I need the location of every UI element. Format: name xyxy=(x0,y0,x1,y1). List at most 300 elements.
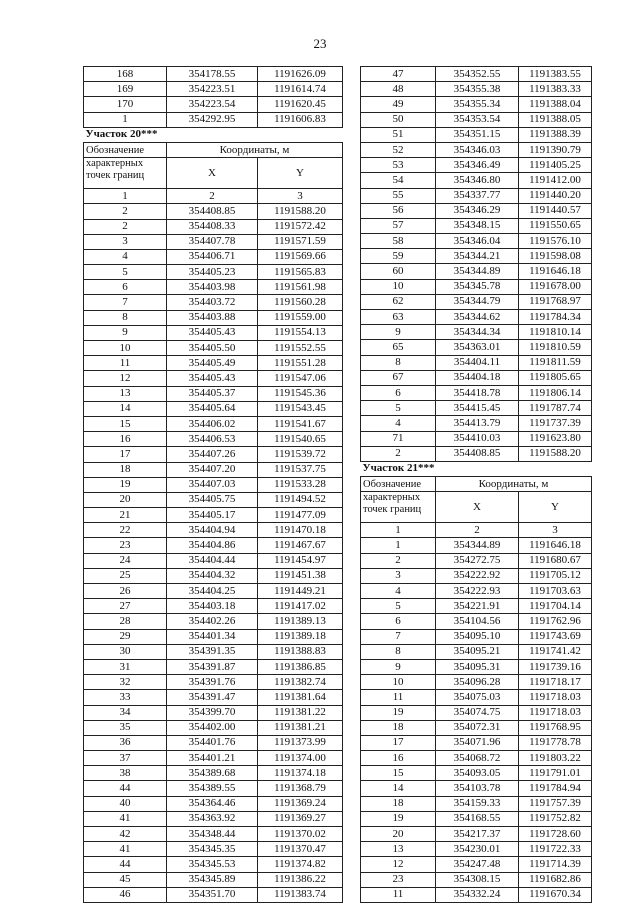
table-row xyxy=(361,842,592,857)
point-id-cell: 67 xyxy=(361,370,436,385)
table-row xyxy=(84,265,343,280)
x-coord-cell: 354223.54 xyxy=(167,97,258,112)
x-coord-cell: 354404.94 xyxy=(167,523,258,538)
table-row xyxy=(84,371,343,386)
table-row xyxy=(84,781,343,796)
point-id-cell: 8 xyxy=(84,310,167,325)
point-id-cell: 23 xyxy=(84,538,167,553)
table-row xyxy=(84,401,343,416)
point-id-cell: 3 xyxy=(84,234,167,249)
left-top-rows xyxy=(84,67,343,128)
table-row xyxy=(361,370,592,385)
point-id-cell: 38 xyxy=(84,766,167,781)
point-id-cell: 60 xyxy=(361,264,436,279)
point-id-cell: 22 xyxy=(84,523,167,538)
x-coord-cell: 354346.04 xyxy=(436,234,519,249)
x-coord-cell: 354408.85 xyxy=(436,446,519,461)
point-id-cell: 4 xyxy=(361,584,436,599)
x-coord-cell: 354308.15 xyxy=(436,872,519,887)
table-row xyxy=(361,142,592,157)
table-row xyxy=(361,446,592,461)
y-coord-cell: 1191565.83 xyxy=(258,265,343,280)
x-coord-cell: 354407.26 xyxy=(167,447,258,462)
table-row xyxy=(84,523,343,538)
x-coord-cell: 354345.78 xyxy=(436,279,519,294)
x-coord-cell: 354348.44 xyxy=(167,827,258,842)
point-id-cell: 15 xyxy=(361,766,436,781)
point-id-cell: 37 xyxy=(84,751,167,766)
table-row xyxy=(84,204,343,219)
y-coord-cell: 1191678.00 xyxy=(519,279,592,294)
table-row xyxy=(361,796,592,811)
point-id-cell: 21 xyxy=(84,508,167,523)
y-coord-cell: 1191739.16 xyxy=(519,659,592,674)
y-coord-cell: 1191554.13 xyxy=(258,325,343,340)
y-coord-cell: 1191388.83 xyxy=(258,644,343,659)
point-id-cell: 32 xyxy=(84,675,167,690)
table-row xyxy=(361,67,592,82)
point-id-cell: 18 xyxy=(361,796,436,811)
y-coord-cell: 1191670.34 xyxy=(519,887,592,902)
point-id-cell: 6 xyxy=(84,280,167,295)
x-coord-cell: 354413.79 xyxy=(436,416,519,431)
y-coord-cell: 1191370.47 xyxy=(258,842,343,857)
table-row xyxy=(84,462,343,477)
table-row xyxy=(361,310,592,325)
y-coord-cell: 1191743.69 xyxy=(519,629,592,644)
point-id-cell: 52 xyxy=(361,142,436,157)
x-coord-cell: 354159.33 xyxy=(436,796,519,811)
table-row xyxy=(361,127,592,142)
table-row xyxy=(361,644,592,659)
table-row xyxy=(84,82,343,97)
y-coord-cell: 1191569.66 xyxy=(258,249,343,264)
x-coord-cell: 354178.55 xyxy=(167,67,258,82)
x-coord-cell: 354406.71 xyxy=(167,249,258,264)
table-row xyxy=(84,234,343,249)
section-title: Участок 21*** xyxy=(361,461,592,476)
x-coord-cell: 354072.31 xyxy=(436,720,519,735)
point-id-cell: 2 xyxy=(84,219,167,234)
table-row xyxy=(361,857,592,872)
point-id-cell: 11 xyxy=(361,887,436,902)
table-row xyxy=(84,720,343,735)
point-id-cell: 63 xyxy=(361,310,436,325)
point-id-cell: 5 xyxy=(361,599,436,614)
x-coord-cell: 354344.89 xyxy=(436,538,519,553)
y-coord-cell: 1191561.98 xyxy=(258,280,343,295)
y-coord-cell: 1191537.75 xyxy=(258,462,343,477)
col-number: 1 xyxy=(361,523,436,538)
x-coord-cell: 354353.54 xyxy=(436,112,519,127)
y-coord-cell: 1191539.72 xyxy=(258,447,343,462)
table-row xyxy=(361,431,592,446)
x-coord-cell: 354407.20 xyxy=(167,462,258,477)
table-row xyxy=(84,857,343,872)
point-id-cell: 25 xyxy=(84,568,167,583)
col-number: 2 xyxy=(436,523,519,538)
point-id-cell: 20 xyxy=(84,492,167,507)
point-id-cell: 8 xyxy=(361,644,436,659)
x-coord-cell: 354346.80 xyxy=(436,173,519,188)
y-coord-cell: 1191757.39 xyxy=(519,796,592,811)
x-coord-cell: 354403.18 xyxy=(167,599,258,614)
point-id-cell: 9 xyxy=(84,325,167,340)
section-21-rows xyxy=(361,538,592,903)
y-coord-cell: 1191810.14 xyxy=(519,325,592,340)
x-coord-cell: 354404.86 xyxy=(167,538,258,553)
point-id-cell: 46 xyxy=(84,887,167,902)
x-coord-cell: 354095.31 xyxy=(436,659,519,674)
x-coord-cell: 354405.43 xyxy=(167,325,258,340)
x-coord-cell: 354352.55 xyxy=(436,67,519,82)
x-coord-cell: 354103.78 xyxy=(436,781,519,796)
table-row xyxy=(361,568,592,583)
point-id-cell: 44 xyxy=(84,781,167,796)
x-coord-cell: 354389.68 xyxy=(167,766,258,781)
x-coord-cell: 354410.03 xyxy=(436,431,519,446)
x-coord-cell: 354344.21 xyxy=(436,249,519,264)
header-row xyxy=(84,142,343,157)
y-coord-cell: 1191417.02 xyxy=(258,599,343,614)
section-title-row xyxy=(84,127,343,142)
y-coord-cell: 1191550.65 xyxy=(519,218,592,233)
header-label: Обозначение xyxy=(84,142,167,157)
point-id-cell: 5 xyxy=(361,401,436,416)
table-row xyxy=(84,690,343,705)
point-id-cell: 6 xyxy=(361,385,436,400)
header-label-cont: характерных точек границ xyxy=(84,158,167,189)
x-coord-cell: 354405.49 xyxy=(167,356,258,371)
table-row xyxy=(84,477,343,492)
y-coord-cell: 1191614.74 xyxy=(258,82,343,97)
y-coord-cell: 1191705.12 xyxy=(519,568,592,583)
y-coord-cell: 1191547.06 xyxy=(258,371,343,386)
table-row xyxy=(361,614,592,629)
y-coord-cell: 1191383.74 xyxy=(258,887,343,902)
point-id-cell: 41 xyxy=(84,842,167,857)
y-coord-cell: 1191494.52 xyxy=(258,492,343,507)
y-coord-cell: 1191787.74 xyxy=(519,401,592,416)
table-row xyxy=(361,751,592,766)
header-x: X xyxy=(436,492,519,523)
x-coord-cell: 354405.17 xyxy=(167,508,258,523)
y-coord-cell: 1191784.34 xyxy=(519,310,592,325)
table-row xyxy=(84,614,343,629)
y-coord-cell: 1191778.78 xyxy=(519,735,592,750)
x-coord-cell: 354406.53 xyxy=(167,432,258,447)
table-row xyxy=(361,766,592,781)
point-id-cell: 48 xyxy=(361,82,436,97)
x-coord-cell: 354391.35 xyxy=(167,644,258,659)
point-id-cell: 40 xyxy=(84,796,167,811)
table-row xyxy=(84,219,343,234)
table-row xyxy=(361,279,592,294)
table-row xyxy=(361,203,592,218)
point-id-cell: 59 xyxy=(361,249,436,264)
table-row xyxy=(84,356,343,371)
x-coord-cell: 354071.96 xyxy=(436,735,519,750)
table-row xyxy=(84,751,343,766)
section-20-header xyxy=(84,127,343,204)
table-row xyxy=(361,811,592,826)
point-id-cell: 28 xyxy=(84,614,167,629)
header-row-xy xyxy=(361,492,592,523)
table-row xyxy=(361,82,592,97)
x-coord-cell: 354344.34 xyxy=(436,325,519,340)
point-id-cell: 50 xyxy=(361,112,436,127)
y-coord-cell: 1191718.03 xyxy=(519,690,592,705)
y-coord-cell: 1191440.57 xyxy=(519,203,592,218)
col-number: 2 xyxy=(167,189,258,204)
x-coord-cell: 354337.77 xyxy=(436,188,519,203)
col-number: 1 xyxy=(84,189,167,204)
y-coord-cell: 1191369.27 xyxy=(258,811,343,826)
table-row xyxy=(361,325,592,340)
table-row xyxy=(361,416,592,431)
x-coord-cell: 354401.76 xyxy=(167,735,258,750)
point-id-cell: 11 xyxy=(84,356,167,371)
table-row xyxy=(361,705,592,720)
x-coord-cell: 354404.11 xyxy=(436,355,519,370)
table-row xyxy=(84,599,343,614)
point-id-cell: 14 xyxy=(361,781,436,796)
table-row xyxy=(361,355,592,370)
table-row xyxy=(84,887,343,902)
point-id-cell: 168 xyxy=(84,67,167,82)
y-coord-cell: 1191386.22 xyxy=(258,872,343,887)
x-coord-cell: 354415.45 xyxy=(436,401,519,416)
x-coord-cell: 354404.18 xyxy=(436,370,519,385)
y-coord-cell: 1191576.10 xyxy=(519,234,592,249)
y-coord-cell: 1191810.59 xyxy=(519,340,592,355)
table-row xyxy=(84,659,343,674)
x-coord-cell: 354405.37 xyxy=(167,386,258,401)
point-id-cell: 2 xyxy=(84,204,167,219)
x-coord-cell: 354068.72 xyxy=(436,751,519,766)
y-coord-cell: 1191374.00 xyxy=(258,751,343,766)
col-number: 3 xyxy=(519,523,592,538)
x-coord-cell: 354406.02 xyxy=(167,416,258,431)
header-coords: Координаты, м xyxy=(436,477,592,492)
table-row xyxy=(361,218,592,233)
y-coord-cell: 1191704.14 xyxy=(519,599,592,614)
point-id-cell: 8 xyxy=(361,355,436,370)
x-coord-cell: 354292.95 xyxy=(167,112,258,127)
table-row xyxy=(361,112,592,127)
x-coord-cell: 354345.35 xyxy=(167,842,258,857)
y-coord-cell: 1191805.65 xyxy=(519,370,592,385)
x-coord-cell: 354363.92 xyxy=(167,811,258,826)
x-coord-cell: 354217.37 xyxy=(436,827,519,842)
x-coord-cell: 354221.91 xyxy=(436,599,519,614)
point-id-cell: 58 xyxy=(361,234,436,249)
point-id-cell: 7 xyxy=(84,295,167,310)
y-coord-cell: 1191588.20 xyxy=(519,446,592,461)
table-row xyxy=(361,887,592,902)
point-id-cell: 12 xyxy=(361,857,436,872)
table-row xyxy=(361,872,592,887)
x-coord-cell: 354364.46 xyxy=(167,796,258,811)
y-coord-cell: 1191811.59 xyxy=(519,355,592,370)
point-id-cell: 16 xyxy=(84,432,167,447)
point-id-cell: 53 xyxy=(361,158,436,173)
table-row xyxy=(361,553,592,568)
point-id-cell: 31 xyxy=(84,659,167,674)
y-coord-cell: 1191533.28 xyxy=(258,477,343,492)
right-top-rows xyxy=(361,67,592,462)
x-coord-cell: 354345.89 xyxy=(167,872,258,887)
column-number-row xyxy=(361,523,592,538)
x-coord-cell: 354403.98 xyxy=(167,280,258,295)
x-coord-cell: 354408.85 xyxy=(167,204,258,219)
x-coord-cell: 354404.44 xyxy=(167,553,258,568)
point-id-cell: 71 xyxy=(361,431,436,446)
x-coord-cell: 354405.64 xyxy=(167,401,258,416)
x-coord-cell: 354391.76 xyxy=(167,675,258,690)
table-row xyxy=(361,340,592,355)
x-coord-cell: 354104.56 xyxy=(436,614,519,629)
table-row xyxy=(84,796,343,811)
y-coord-cell: 1191762.96 xyxy=(519,614,592,629)
x-coord-cell: 354363.01 xyxy=(436,340,519,355)
y-coord-cell: 1191389.18 xyxy=(258,629,343,644)
y-coord-cell: 1191737.39 xyxy=(519,416,592,431)
y-coord-cell: 1191386.85 xyxy=(258,659,343,674)
point-id-cell: 18 xyxy=(361,720,436,735)
y-coord-cell: 1191559.00 xyxy=(258,310,343,325)
point-id-cell: 54 xyxy=(361,173,436,188)
y-coord-cell: 1191606.83 xyxy=(258,112,343,127)
table-row xyxy=(361,675,592,690)
header-label-cont: характерных точек границ xyxy=(361,492,436,523)
table-row xyxy=(361,249,592,264)
x-coord-cell: 354344.79 xyxy=(436,294,519,309)
y-coord-cell: 1191383.55 xyxy=(519,67,592,82)
table-row xyxy=(84,735,343,750)
point-id-cell: 10 xyxy=(361,675,436,690)
table-row xyxy=(84,310,343,325)
table-row xyxy=(84,842,343,857)
y-coord-cell: 1191541.67 xyxy=(258,416,343,431)
point-id-cell: 44 xyxy=(84,857,167,872)
section-title-row xyxy=(361,461,592,476)
point-id-cell: 23 xyxy=(361,872,436,887)
point-id-cell: 26 xyxy=(84,584,167,599)
x-coord-cell: 354230.01 xyxy=(436,842,519,857)
y-coord-cell: 1191623.80 xyxy=(519,431,592,446)
table-row xyxy=(361,599,592,614)
y-coord-cell: 1191646.18 xyxy=(519,538,592,553)
table-row xyxy=(361,629,592,644)
x-coord-cell: 354401.34 xyxy=(167,629,258,644)
y-coord-cell: 1191451.38 xyxy=(258,568,343,583)
point-id-cell: 27 xyxy=(84,599,167,614)
column-number-row xyxy=(84,189,343,204)
point-id-cell: 14 xyxy=(84,401,167,416)
y-coord-cell: 1191646.18 xyxy=(519,264,592,279)
x-coord-cell: 354168.55 xyxy=(436,811,519,826)
y-coord-cell: 1191388.39 xyxy=(519,127,592,142)
table-row xyxy=(361,173,592,188)
table-row xyxy=(361,720,592,735)
y-coord-cell: 1191588.20 xyxy=(258,204,343,219)
point-id-cell: 34 xyxy=(84,705,167,720)
x-coord-cell: 354272.75 xyxy=(436,553,519,568)
table-row xyxy=(84,325,343,340)
table-row xyxy=(361,294,592,309)
y-coord-cell: 1191718.03 xyxy=(519,705,592,720)
y-coord-cell: 1191477.09 xyxy=(258,508,343,523)
x-coord-cell: 354346.49 xyxy=(436,158,519,173)
y-coord-cell: 1191728.60 xyxy=(519,827,592,842)
y-coord-cell: 1191543.45 xyxy=(258,401,343,416)
y-coord-cell: 1191598.08 xyxy=(519,249,592,264)
y-coord-cell: 1191374.82 xyxy=(258,857,343,872)
y-coord-cell: 1191388.05 xyxy=(519,112,592,127)
x-coord-cell: 354093.05 xyxy=(436,766,519,781)
point-id-cell: 49 xyxy=(361,97,436,112)
x-coord-cell: 354405.50 xyxy=(167,341,258,356)
y-coord-cell: 1191470.18 xyxy=(258,523,343,538)
point-id-cell: 56 xyxy=(361,203,436,218)
header-y: Y xyxy=(519,492,592,523)
point-id-cell: 13 xyxy=(361,842,436,857)
y-coord-cell: 1191680.67 xyxy=(519,553,592,568)
y-coord-cell: 1191560.28 xyxy=(258,295,343,310)
table-row xyxy=(84,675,343,690)
y-coord-cell: 1191440.20 xyxy=(519,188,592,203)
y-coord-cell: 1191722.33 xyxy=(519,842,592,857)
y-coord-cell: 1191467.67 xyxy=(258,538,343,553)
table-row xyxy=(84,538,343,553)
y-coord-cell: 1191381.21 xyxy=(258,720,343,735)
x-coord-cell: 354223.51 xyxy=(167,82,258,97)
left-column xyxy=(83,66,343,903)
y-coord-cell: 1191381.64 xyxy=(258,690,343,705)
y-coord-cell: 1191390.79 xyxy=(519,142,592,157)
point-id-cell: 20 xyxy=(361,827,436,842)
x-coord-cell: 354222.92 xyxy=(436,568,519,583)
y-coord-cell: 1191620.45 xyxy=(258,97,343,112)
point-id-cell: 4 xyxy=(84,249,167,264)
point-id-cell: 19 xyxy=(84,477,167,492)
y-coord-cell: 1191551.28 xyxy=(258,356,343,371)
x-coord-cell: 354391.47 xyxy=(167,690,258,705)
x-coord-cell: 354407.03 xyxy=(167,477,258,492)
table-row xyxy=(84,295,343,310)
x-coord-cell: 354407.78 xyxy=(167,234,258,249)
left-table xyxy=(83,66,343,903)
x-coord-cell: 354095.21 xyxy=(436,644,519,659)
y-coord-cell: 1191682.86 xyxy=(519,872,592,887)
point-id-cell: 42 xyxy=(84,827,167,842)
point-id-cell: 1 xyxy=(361,538,436,553)
table-row xyxy=(84,553,343,568)
table-row xyxy=(84,492,343,507)
y-coord-cell: 1191369.24 xyxy=(258,796,343,811)
y-coord-cell: 1191714.39 xyxy=(519,857,592,872)
y-coord-cell: 1191383.33 xyxy=(519,82,592,97)
point-id-cell: 47 xyxy=(361,67,436,82)
y-coord-cell: 1191552.55 xyxy=(258,341,343,356)
x-coord-cell: 354345.53 xyxy=(167,857,258,872)
table-row xyxy=(84,766,343,781)
table-row xyxy=(84,811,343,826)
point-id-cell: 7 xyxy=(361,629,436,644)
y-coord-cell: 1191718.17 xyxy=(519,675,592,690)
point-id-cell: 65 xyxy=(361,340,436,355)
